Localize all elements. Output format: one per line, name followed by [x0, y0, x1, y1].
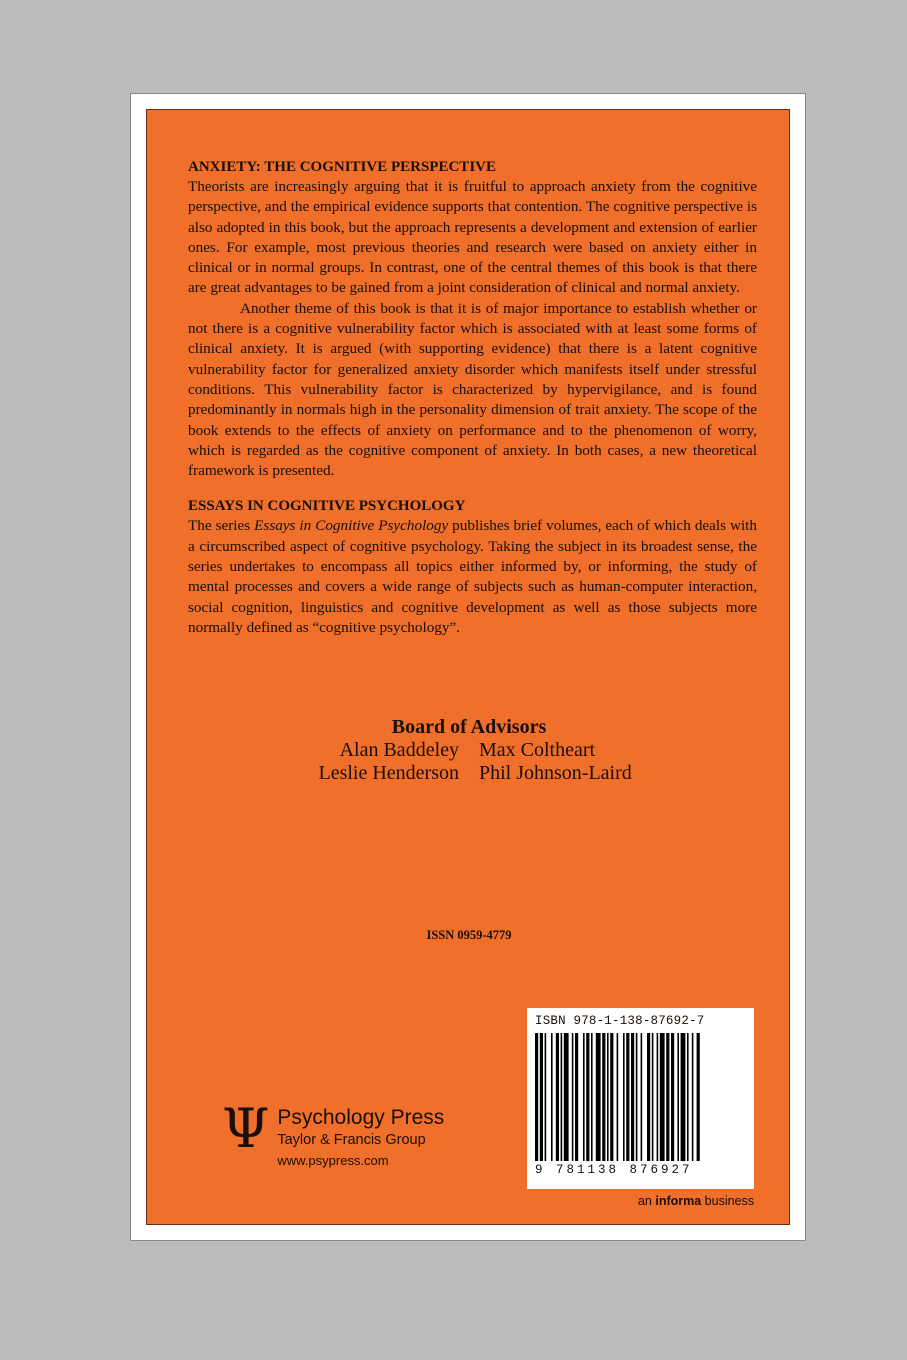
- informa-business: [527, 1194, 754, 1208]
- section-heading-series: ESSAYS IN COGNITIVE PSYCHOLOGY: [188, 498, 466, 515]
- publisher-url: www.psypress.com: [277, 1153, 389, 1168]
- isbn-text: ISBN 978-1-138-87692-7: [535, 1014, 705, 1028]
- series-intro: The series: [188, 517, 255, 535]
- series-body: publishes brief volumes, each of which deals with a circumscribed aspect of cognitive psychology. Taking the subject in its broadest sense, the series undertakes to encompass all topics either informed by, or informing, the study of mental processes and covers a wide range of subjects such as human-computer interaction, social cognition, linguistics and cognitive development as well as those subjects more normally defined as “cognitive psychology”.: [188, 517, 757, 636]
- publisher-text: [277, 1106, 444, 1172]
- informa-brand: informa: [655, 1194, 702, 1208]
- series-section: [188, 497, 757, 638]
- anxiety-paragraph-1: Theorists are increasingly arguing that it is fruitful to approach anxiety from the cognitive perspective, and the empirical evidence supports that contention. The cognitive perspective is also adopted in this book, but the approach represents a development and extension of earlier ones. For example, most previous theories and research were based on anxiety either in clinical or in normal groups. In contrast, one of the central themes of this book is that there are great advantages to be gained from a joint consideration of clinical and normal anxiety.: [188, 178, 757, 297]
- board-of-advisors: [147, 715, 791, 785]
- barcode-icon: [535, 1033, 746, 1161]
- book-page: [130, 93, 806, 1241]
- series-paragraph: [188, 516, 757, 638]
- psi-logo-icon: Ψ: [222, 1097, 270, 1160]
- barcode-box: [527, 1008, 754, 1189]
- ean-text: 9 781138 876927: [535, 1163, 693, 1177]
- informa-suffix: business: [701, 1194, 754, 1208]
- board-title: Board of Advisors: [391, 716, 547, 738]
- informa-prefix: an: [637, 1194, 656, 1208]
- advisor-name: Alan Baddeley: [339, 739, 459, 761]
- publisher-logo: [222, 1097, 445, 1172]
- publisher-name: Psychology Press: [277, 1106, 445, 1129]
- series-title: Essays in Cognitive Psychology: [254, 517, 449, 535]
- back-cover: [146, 109, 790, 1225]
- section-heading-anxiety: ANXIETY: THE COGNITIVE PERSPECTIVE: [188, 159, 496, 175]
- publisher-group: Taylor & Francis Group: [277, 1132, 426, 1148]
- advisor-name: Max Coltheart: [479, 739, 596, 761]
- advisor-name: Leslie Henderson: [318, 762, 459, 784]
- advisor-list: [147, 739, 791, 785]
- anxiety-paragraph-2: Another theme of this book is that it is of major importance to establish whether or not there is a cognitive vulnerability factor which is associated with at least some forms of clinical anxiety. It is argued (with supporting evidence) that there is a latent cognitive vulnerability factor for generalized anxiety disorder which manifests itself under stressful conditions. This vulnerability factor is characterized by hypervigilance, and is found predominantly in normals high in the personality dimension of trait anxiety. The scope of the book extends to the effects of anxiety on performance and to the phenomenon of worry, which is regarded as the cognitive component of anxiety. In both cases, a new theoretical framework is presented.: [188, 299, 757, 480]
- cover-text: [188, 158, 757, 638]
- advisor-name: Phil Johnson-Laird: [479, 762, 632, 784]
- issn-number: ISSN 0959-4779: [426, 928, 512, 942]
